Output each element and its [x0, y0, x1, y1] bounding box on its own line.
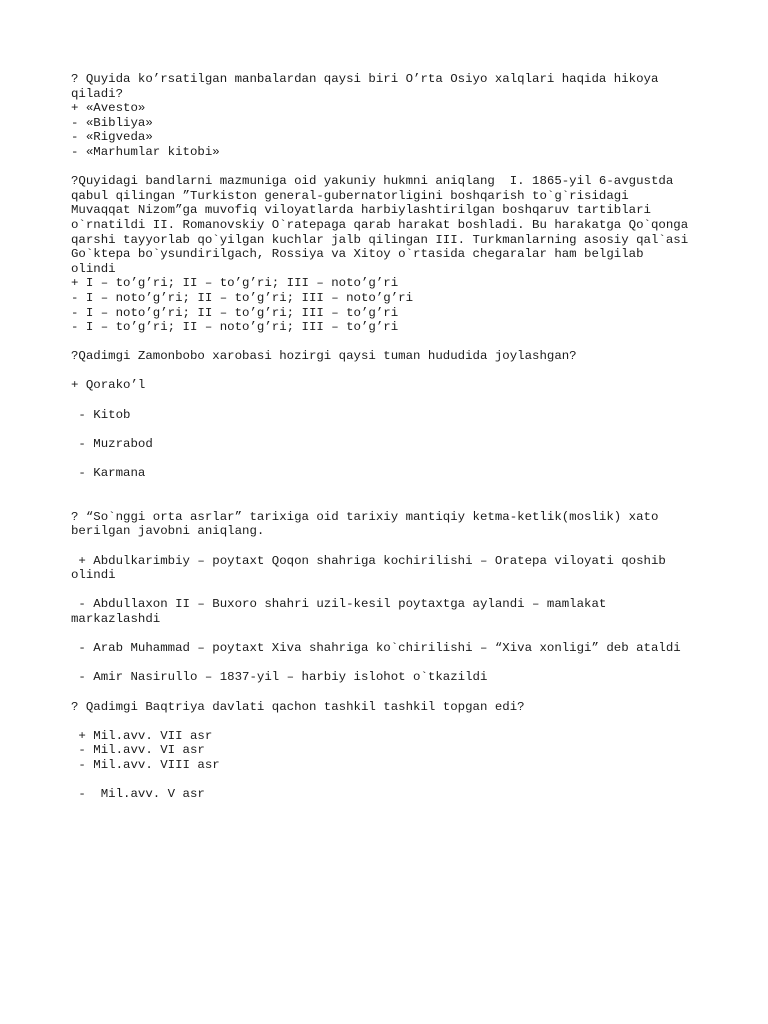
answer-option: - I – noto’g’ri; II – to’g’ri; III – to’g’ri	[71, 305, 399, 320]
answer-option: - Mil.avv. VIII asr	[71, 757, 220, 772]
question-text: Go`ktepa bo`ysundirilgach, Rossiya va Xitoy o`rtasida chegaralar ham belgilab	[71, 247, 644, 262]
question-text: ?Quyidagi bandlarni mazmuniga oid yakuniy hukmni aniqlang I. 1865-yil 6-avgustda	[71, 174, 674, 189]
question-block-5	[71, 700, 701, 802]
answer-option: - «Marhumlar kitobi»	[71, 144, 220, 159]
answer-option: - Amir Nasirullo – 1837-yil – harbiy islohot o`tkazildi	[71, 670, 488, 685]
answer-option: - I – noto’g’ri; II – to’g’ri; III – noto’g’ri	[71, 290, 414, 305]
answer-option: - Karmana	[71, 466, 146, 481]
answer-option: - Arab Muhammad – poytaxt Xiva shahriga ko`chirilishi – “Xiva xonligi” deb ataldi	[71, 641, 681, 656]
question-text: Muvaqqat Nizom”ga muvofiq viloyatlarda harbiylashtirilgan boshqaruv tartiblari	[71, 203, 651, 218]
question-text: ? Quyida ko’rsatilgan manbalardan qaysi biri O’rta Osiyo xalqlari haqida hikoya	[71, 72, 659, 86]
question-text: ? Qadimgi Baqtriya davlati qachon tashkil tashkil topgan edi?	[71, 699, 525, 714]
question-text: berilgan javobni aniqlang.	[71, 524, 265, 539]
question-text: qiladi?	[71, 86, 124, 101]
question-text: qarshi tayyorlab qo`yilgan kuchlar jalb qilingan III. Turkmanlarning asosiy qal`asi	[71, 232, 689, 247]
question-text: ? “So`nggi orta asrlar” tarixiga oid tarixiy mantiqiy ketma-ketlik(moslik) xato	[71, 509, 659, 524]
answer-option: + I – to’g’ri; II – to’g’ri; III – noto’g’ri	[71, 276, 399, 291]
answer-option: - Mil.avv. V asr	[71, 787, 205, 802]
answer-option: + Mil.avv. VII asr	[71, 728, 213, 743]
document-page	[71, 72, 701, 802]
question-block-2	[71, 174, 701, 335]
answer-option: - I – to’g’ri; II – noto’g’ri; III – to’g’ri	[71, 320, 399, 335]
answer-option: - Abdullaxon II – Buxoro shahri uzil-kesil poytaxtga aylandi – mamlakat	[71, 597, 607, 612]
answer-option-continuation: markazlashdi	[71, 611, 161, 626]
answer-option: - «Rigveda»	[71, 130, 153, 145]
answer-option: - Kitob	[71, 407, 131, 422]
answer-option: - Mil.avv. VI asr	[71, 743, 205, 758]
answer-option: - Muzrabod	[71, 436, 153, 451]
answer-option-continuation: olindi	[71, 568, 116, 583]
answer-option: + Qorako’l	[71, 378, 146, 393]
question-block-3	[71, 349, 701, 480]
answer-option: - «Bibliya»	[71, 115, 153, 130]
question-block-1	[71, 72, 701, 160]
question-text: o`rnatildi II. Romanovskiy O`ratepaga qarab harakat boshladi. Bu harakatga Qo`qonga	[71, 217, 689, 232]
question-text: olindi	[71, 261, 116, 276]
question-text: qabul qilingan ”Turkiston general-gubernatorligini boshqarish to`g`risidagi	[71, 188, 629, 203]
answer-option: + «Avesto»	[71, 101, 146, 116]
question-text: ?Qadimgi Zamonbobo xarobasi hozirgi qaysi tuman hududida joylashgan?	[71, 349, 577, 364]
question-block-4	[71, 510, 701, 685]
answer-option: + Abdulkarimbiy – poytaxt Qoqon shahriga kochirilishi – Oratepa viloyati qoshib	[71, 553, 666, 568]
